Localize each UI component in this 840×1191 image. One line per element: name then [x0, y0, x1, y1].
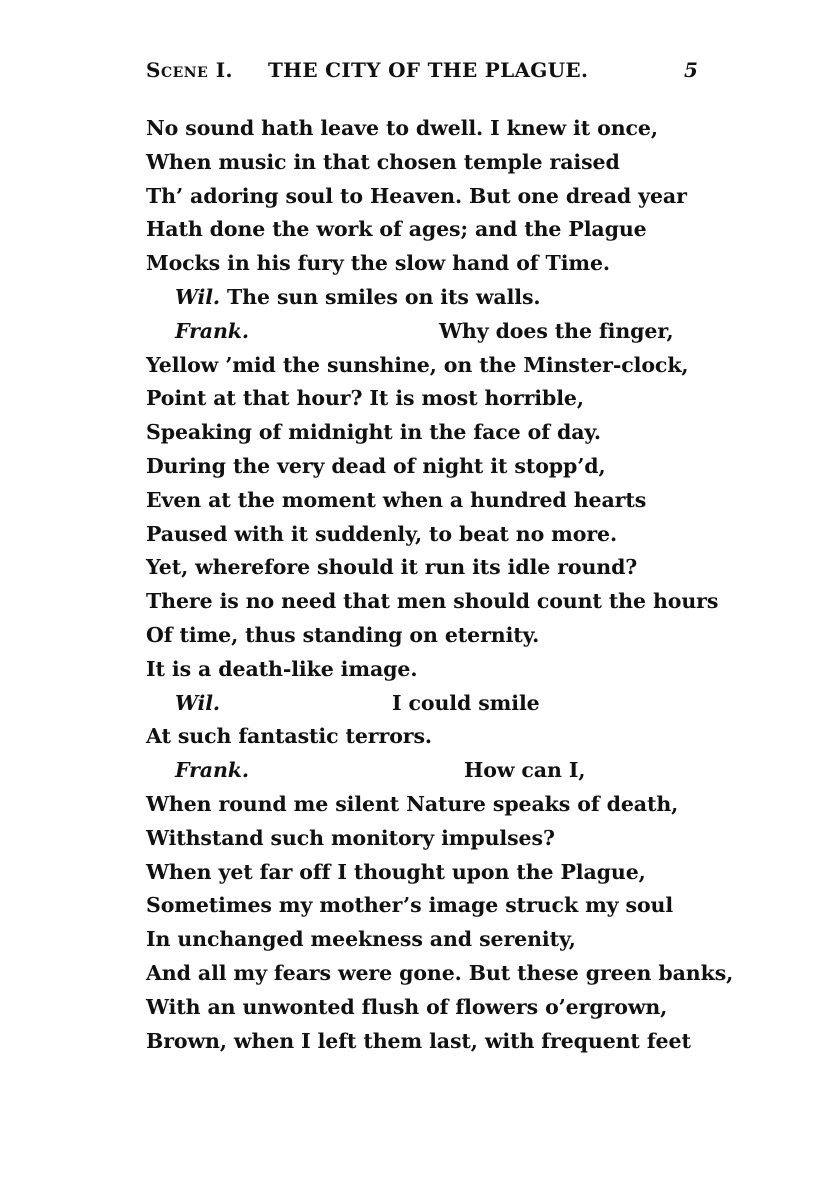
- verse-line: Mocks in his fury the slow hand of Time.: [146, 251, 610, 276]
- verse-line: Point at that hour? It is most horrible,: [146, 386, 584, 411]
- verse-line: During the very dead of night it stopp’d,: [146, 453, 606, 478]
- verse-line: Of time, thus standing on eternity.: [146, 622, 540, 647]
- verse-line: When round me silent Nature speaks of death,: [146, 791, 679, 816]
- speaker-name: Frank.: [175, 318, 249, 343]
- verse-text: [146, 112, 734, 1058]
- verse-line: Th’ adoring soul to Heaven. But one dread year: [146, 183, 687, 208]
- verse-line: No sound hath leave to dwell. I knew it once,: [146, 116, 658, 140]
- verse-line: And all my fears were gone. But these green banks,: [146, 960, 734, 985]
- speaker-name: Frank.: [175, 758, 249, 783]
- verse-line: There is no need that men should count the hours: [146, 589, 719, 614]
- speech-line: [146, 687, 716, 721]
- verse-line: With an unwonted flush of flowers o’ergrown,: [146, 994, 668, 1019]
- speech-text: Why does the finger,: [439, 318, 674, 343]
- speech-text: How can I,: [464, 758, 586, 783]
- verse-line: In unchanged meekness and serenity,: [146, 927, 576, 952]
- verse-line: When yet far off I thought upon the Plague,: [146, 859, 646, 884]
- running-header: [146, 58, 706, 88]
- verse-line: When music in that chosen temple raised: [146, 149, 620, 174]
- verse-line: Yet, wherefore should it run its idle round?: [146, 555, 638, 580]
- verse-line: Even at the moment when a hundred hearts: [146, 487, 647, 512]
- scene-label: Scene I.: [146, 58, 234, 82]
- verse-line: Yellow ’mid the sunshine, on the Minster-clock,: [146, 352, 689, 377]
- speech-line: [146, 281, 716, 315]
- verse-line: At such fantastic terrors.: [146, 724, 432, 749]
- verse-line: Withstand such monitory impulses?: [146, 825, 555, 850]
- running-title: THE CITY OF THE PLAGUE.: [268, 58, 589, 82]
- verse-line: Paused with it suddenly, to beat no more.: [146, 521, 618, 546]
- speech-line: [146, 315, 716, 349]
- speech-text: I could smile: [392, 690, 540, 715]
- speaker-name: Wil.: [175, 284, 220, 309]
- verse-line: Hath done the work of ages; and the Plague: [146, 217, 647, 242]
- verse-line: Brown, when I left them last, with frequent feet: [146, 1028, 691, 1053]
- speech-line: [146, 754, 716, 788]
- speech-text: The sun smiles on its walls.: [227, 284, 541, 309]
- verse-line: It is a death-like image.: [146, 656, 418, 681]
- verse-line: Sometimes my mother’s image struck my soul: [146, 893, 674, 918]
- verse-line: Speaking of midnight in the face of day.: [146, 420, 601, 445]
- speaker-name: Wil.: [175, 690, 220, 715]
- page-number: 5: [684, 58, 698, 82]
